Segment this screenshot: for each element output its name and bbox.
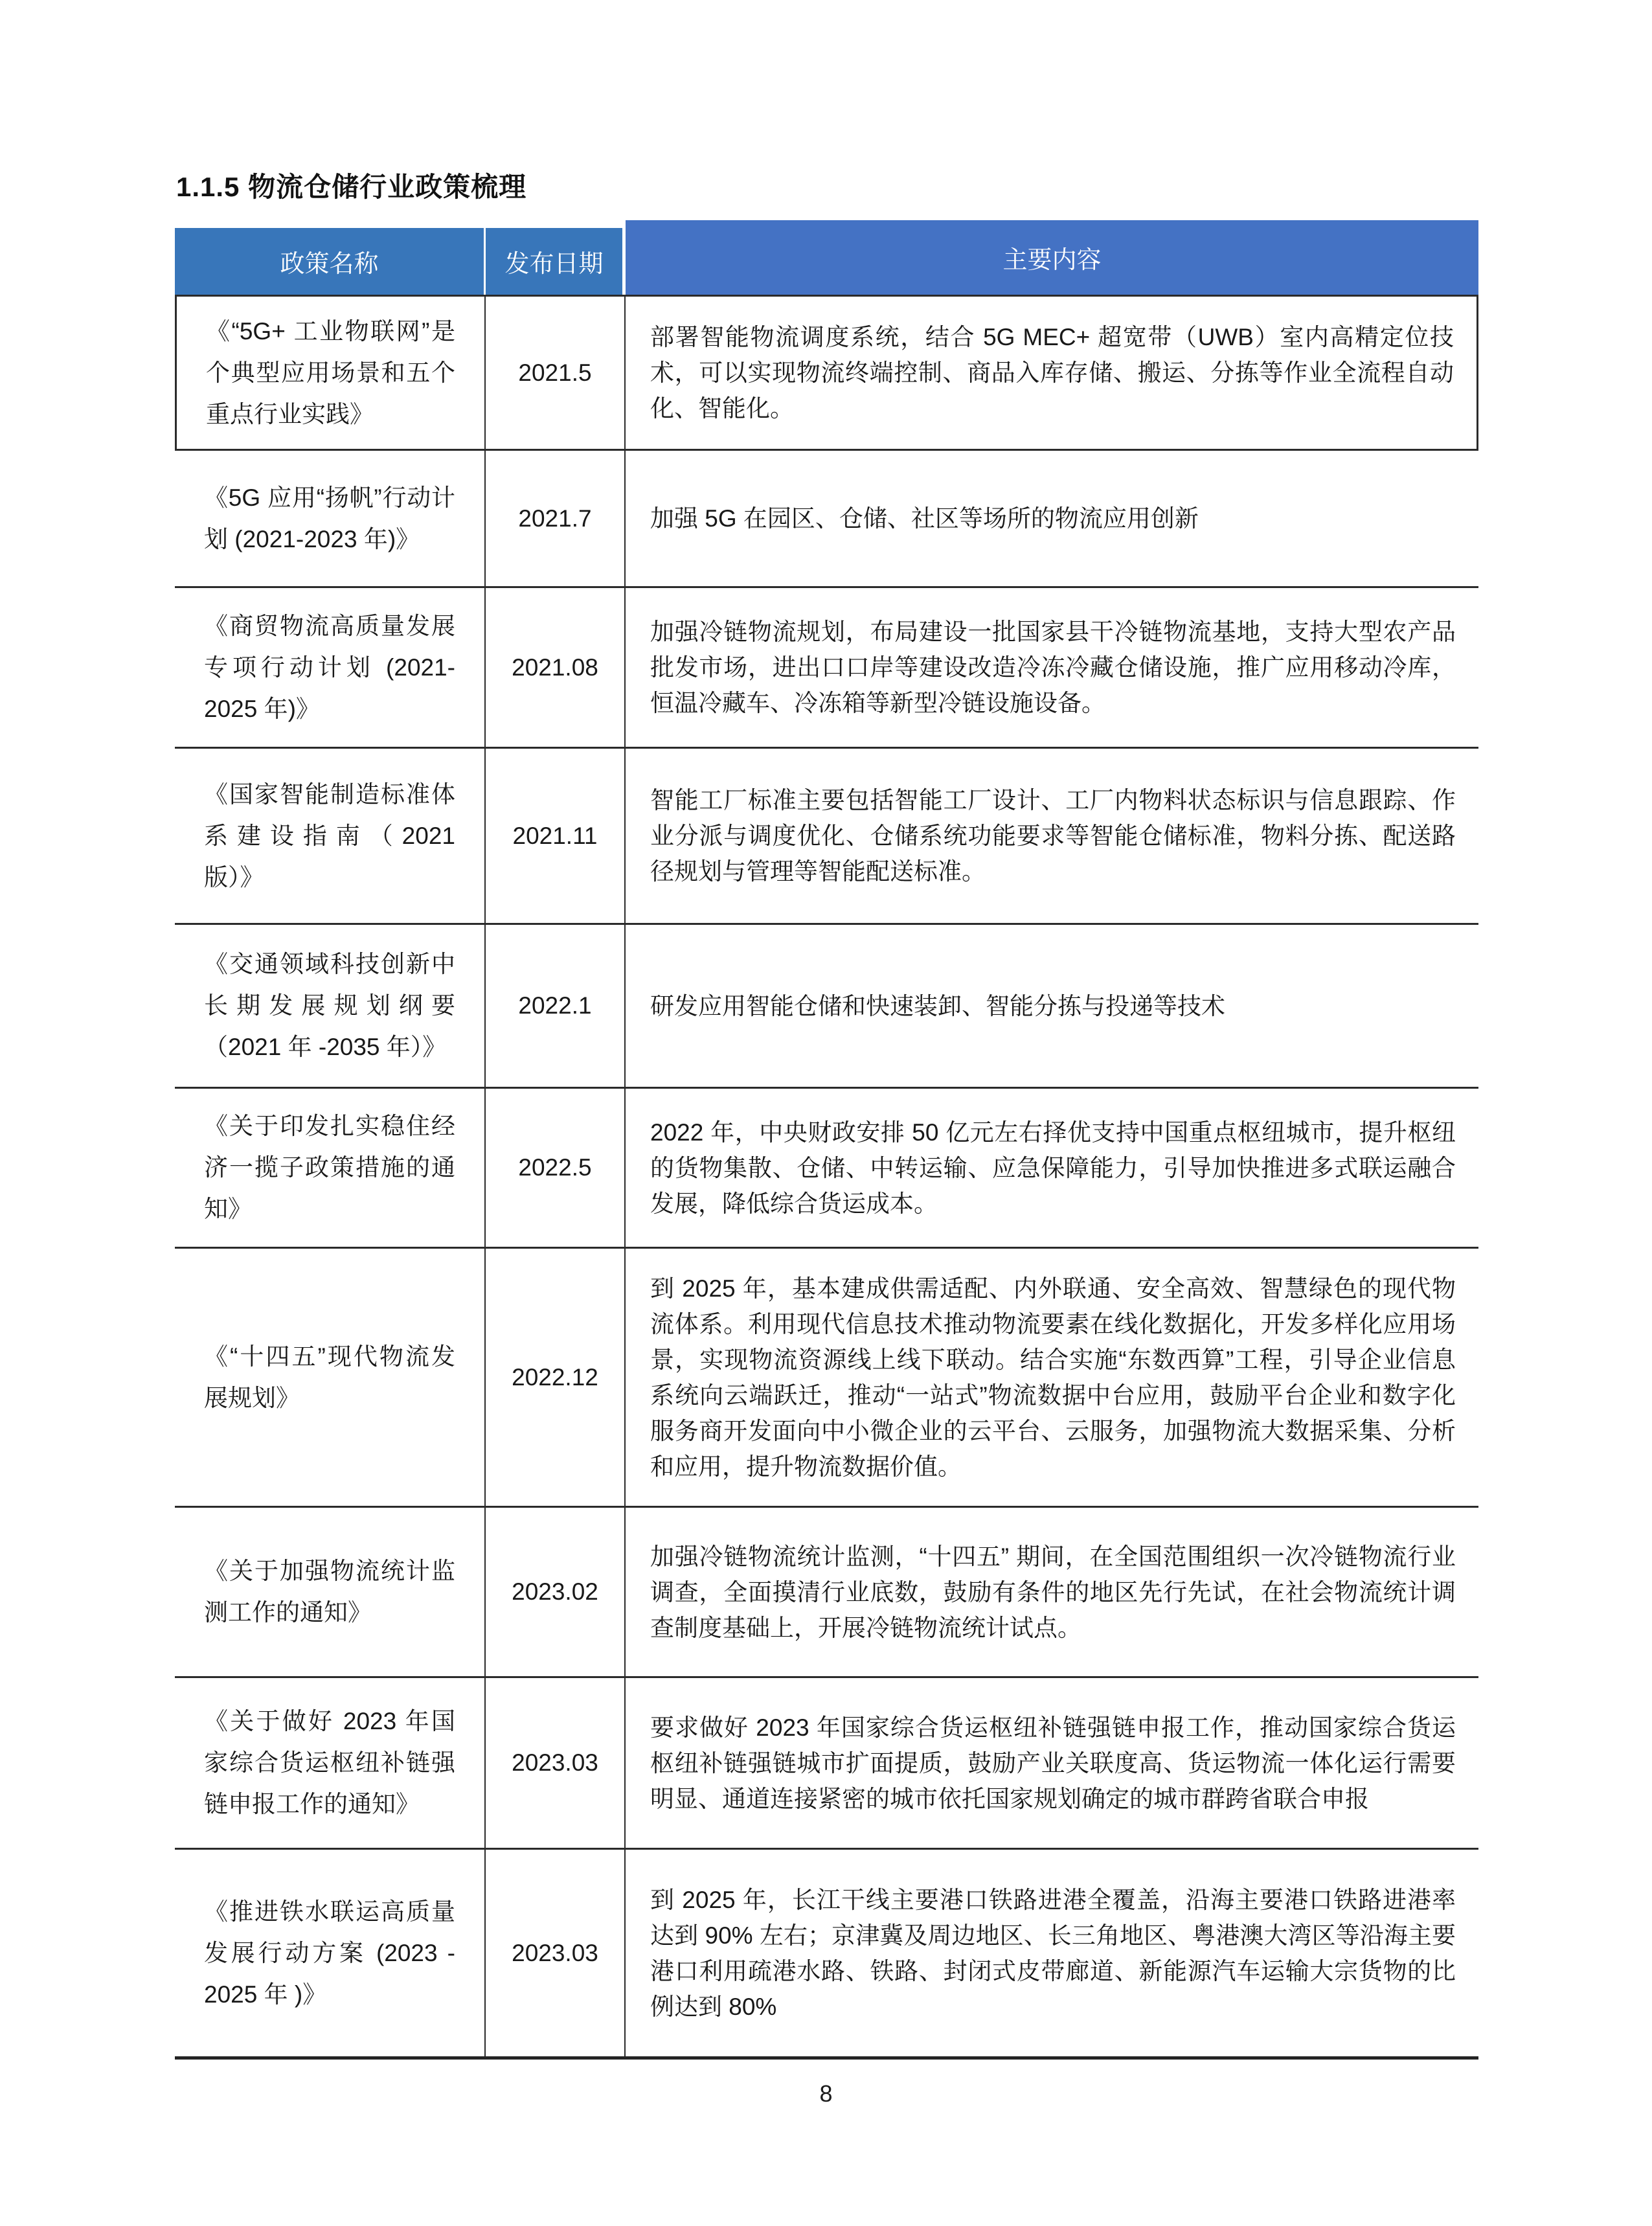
content-cell [626,588,1478,747]
date-cell: 2022.12 [486,1249,626,1506]
date-cell: 2023.03 [486,1678,626,1848]
table-row [175,747,1478,923]
table-row [175,1247,1478,1506]
policy-name-text: 《“十四五”现代物流发展规划》 [204,1343,455,1411]
header-publish-date: 发布日期 [486,228,626,295]
table-row [175,1848,1478,2056]
policy-name-text: 《关于印发扎实稳住经济一揽子政策措施的通知》 [204,1113,455,1222]
date-cell: 2021.5 [486,297,626,449]
policy-name-cell [175,451,486,586]
content-cell [626,925,1478,1087]
header-main-content: 主要内容 [626,220,1478,295]
policy-name-text: 《5G 应用“扬帆”行动计划 (2021-2023 年)》 [204,484,455,552]
page-number: 8 [819,2080,833,2107]
content-text: 加强冷链物流统计监测，“十四五” 期间，在全国范围组织一次冷链物流行业调查，全面摸清行业底数，鼓励有条件的地区先行先试，在社会物流统计调查制度基础上，开展冷链物流统计试点。 [650,1543,1456,1641]
policy-name-text: 《国家智能制造标准体系建设指南（2021 版）》 [204,780,455,891]
content-cell [626,1089,1478,1247]
content-cell [626,1508,1478,1676]
table-body [175,295,1478,2060]
policy-name-text: 《商贸物流高质量发展专项行动计划 (2021-2025 年)》 [204,612,455,722]
header-policy-name: 政策名称 [175,228,486,295]
section-title: 1.1.5 物流仓储行业政策梳理 [176,172,527,202]
table-row [175,1676,1478,1848]
content-text: 部署智能物流调度系统，结合 5G MEC+ 超宽带（UWB）室内高精定位技术，可以实现物流终端控制、商品入库存储、搬运、分拣等作业全流程自动化、智能化。 [650,324,1454,422]
content-cell [626,297,1477,449]
content-text: 加强 5G 在园区、仓储、社区等场所的物流应用创新 [650,505,1199,532]
table-row [175,923,1478,1087]
table-header-row [175,220,1478,295]
content-text: 到 2025 年，长江干线主要港口铁路进港全覆盖，沿海主要港口铁路进港率达到 90% 左右；京津冀及周边地区、长三角地区、粤港澳大湾区等沿海主要港口利用疏港水路、铁路、封闭式皮带廊道、新能源汽车运输大宗货物的比例达到 80% [650,1886,1456,2020]
date-cell: 2021.11 [486,749,626,923]
date-cell: 2022.1 [486,925,626,1087]
content-text: 加强冷链物流规划，布局建设一批国家县干冷链物流基地，支持大型农产品批发市场，进出口口岸等建设改造冷冻冷藏仓储设施，推广应用移动冷库，恒温冷藏车、冷冻箱等新型冷链设施设备。 [650,619,1456,716]
content-cell [626,451,1478,586]
policy-name-cell [175,1249,486,1506]
table-row [175,1087,1478,1247]
policy-name-cell [175,1508,486,1676]
date-cell: 2021.7 [486,451,626,586]
policy-name-cell [175,749,486,923]
policy-name-text: 《交通领域科技创新中长期发展规划纲要（2021 年 -2035 年）》 [204,951,455,1060]
table-row [175,586,1478,747]
date-cell: 2023.02 [486,1508,626,1676]
content-text: 研发应用智能仓储和快速装卸、智能分拣与投递等技术 [650,992,1225,1019]
content-cell [626,1249,1478,1506]
policy-name-cell [175,1678,486,1848]
content-cell [626,749,1478,923]
content-text: 2022 年，中央财政安排 50 亿元左右择优支持中国重点枢纽城市，提升枢纽的货物集散、仓储、中转运输、应急保障能力，引导加快推进多式联运融合发展，降低综合货运成本。 [650,1119,1456,1217]
table-row [175,449,1478,586]
policy-name-cell [175,1089,486,1247]
policy-name-cell [175,925,486,1087]
policy-name-text: 《关于做好 2023 年国家综合货运枢纽补链强链申报工作的通知》 [204,1708,455,1817]
policy-name-cell [175,1850,486,2056]
policy-name-text: 《“5G+ 工业物联网”是个典型应用场景和五个重点行业实践》 [206,317,455,427]
content-text: 要求做好 2023 年国家综合货运枢纽补链强链申报工作，推动国家综合货运枢纽补链强链城市扩面提质，鼓励产业关联度高、货运物流一体化运行需要明显、通道连接紧密的城市依托国家规划确定的城市群跨省联合申报 [650,1714,1456,1812]
content-cell [626,1850,1478,2056]
content-text: 智能工厂标准主要包括智能工厂设计、工厂内物料状态标识与信息跟踪、作业分派与调度优化、仓储系统功能要求等智能仓储标准，物料分拣、配送路径规划与管理等智能配送标准。 [650,787,1456,885]
date-cell: 2021.08 [486,588,626,747]
policy-name-cell [175,588,486,747]
policy-name-text: 《关于加强物流统计监测工作的通知》 [204,1558,455,1626]
policy-name-text: 《推进铁水联运高质量发展行动方案 (2023 - 2025 年 )》 [204,1898,455,2008]
policy-table [175,220,1478,2060]
table-row [175,1506,1478,1676]
table-row [175,295,1478,449]
policy-name-cell [177,297,486,449]
date-cell: 2023.03 [486,1850,626,2056]
content-cell [626,1678,1478,1848]
date-cell: 2022.5 [486,1089,626,1247]
content-text: 到 2025 年，基本建成供需适配、内外联通、安全高效、智慧绿色的现代物流体系。利用现代信息技术推动物流要素在线化数据化，开发多样化应用场景，实现物流资源线上线下联动。结合实施“东数西算”工程，引导企业信息系统向云端跃迁，推动“一站式”物流数据中台应用，鼓励平台企业和数字化服务商开发面向中小微企业的云平台、云服务，加强物流大数据采集、分析和应用，提升物流数据价值。 [650,1275,1456,1480]
